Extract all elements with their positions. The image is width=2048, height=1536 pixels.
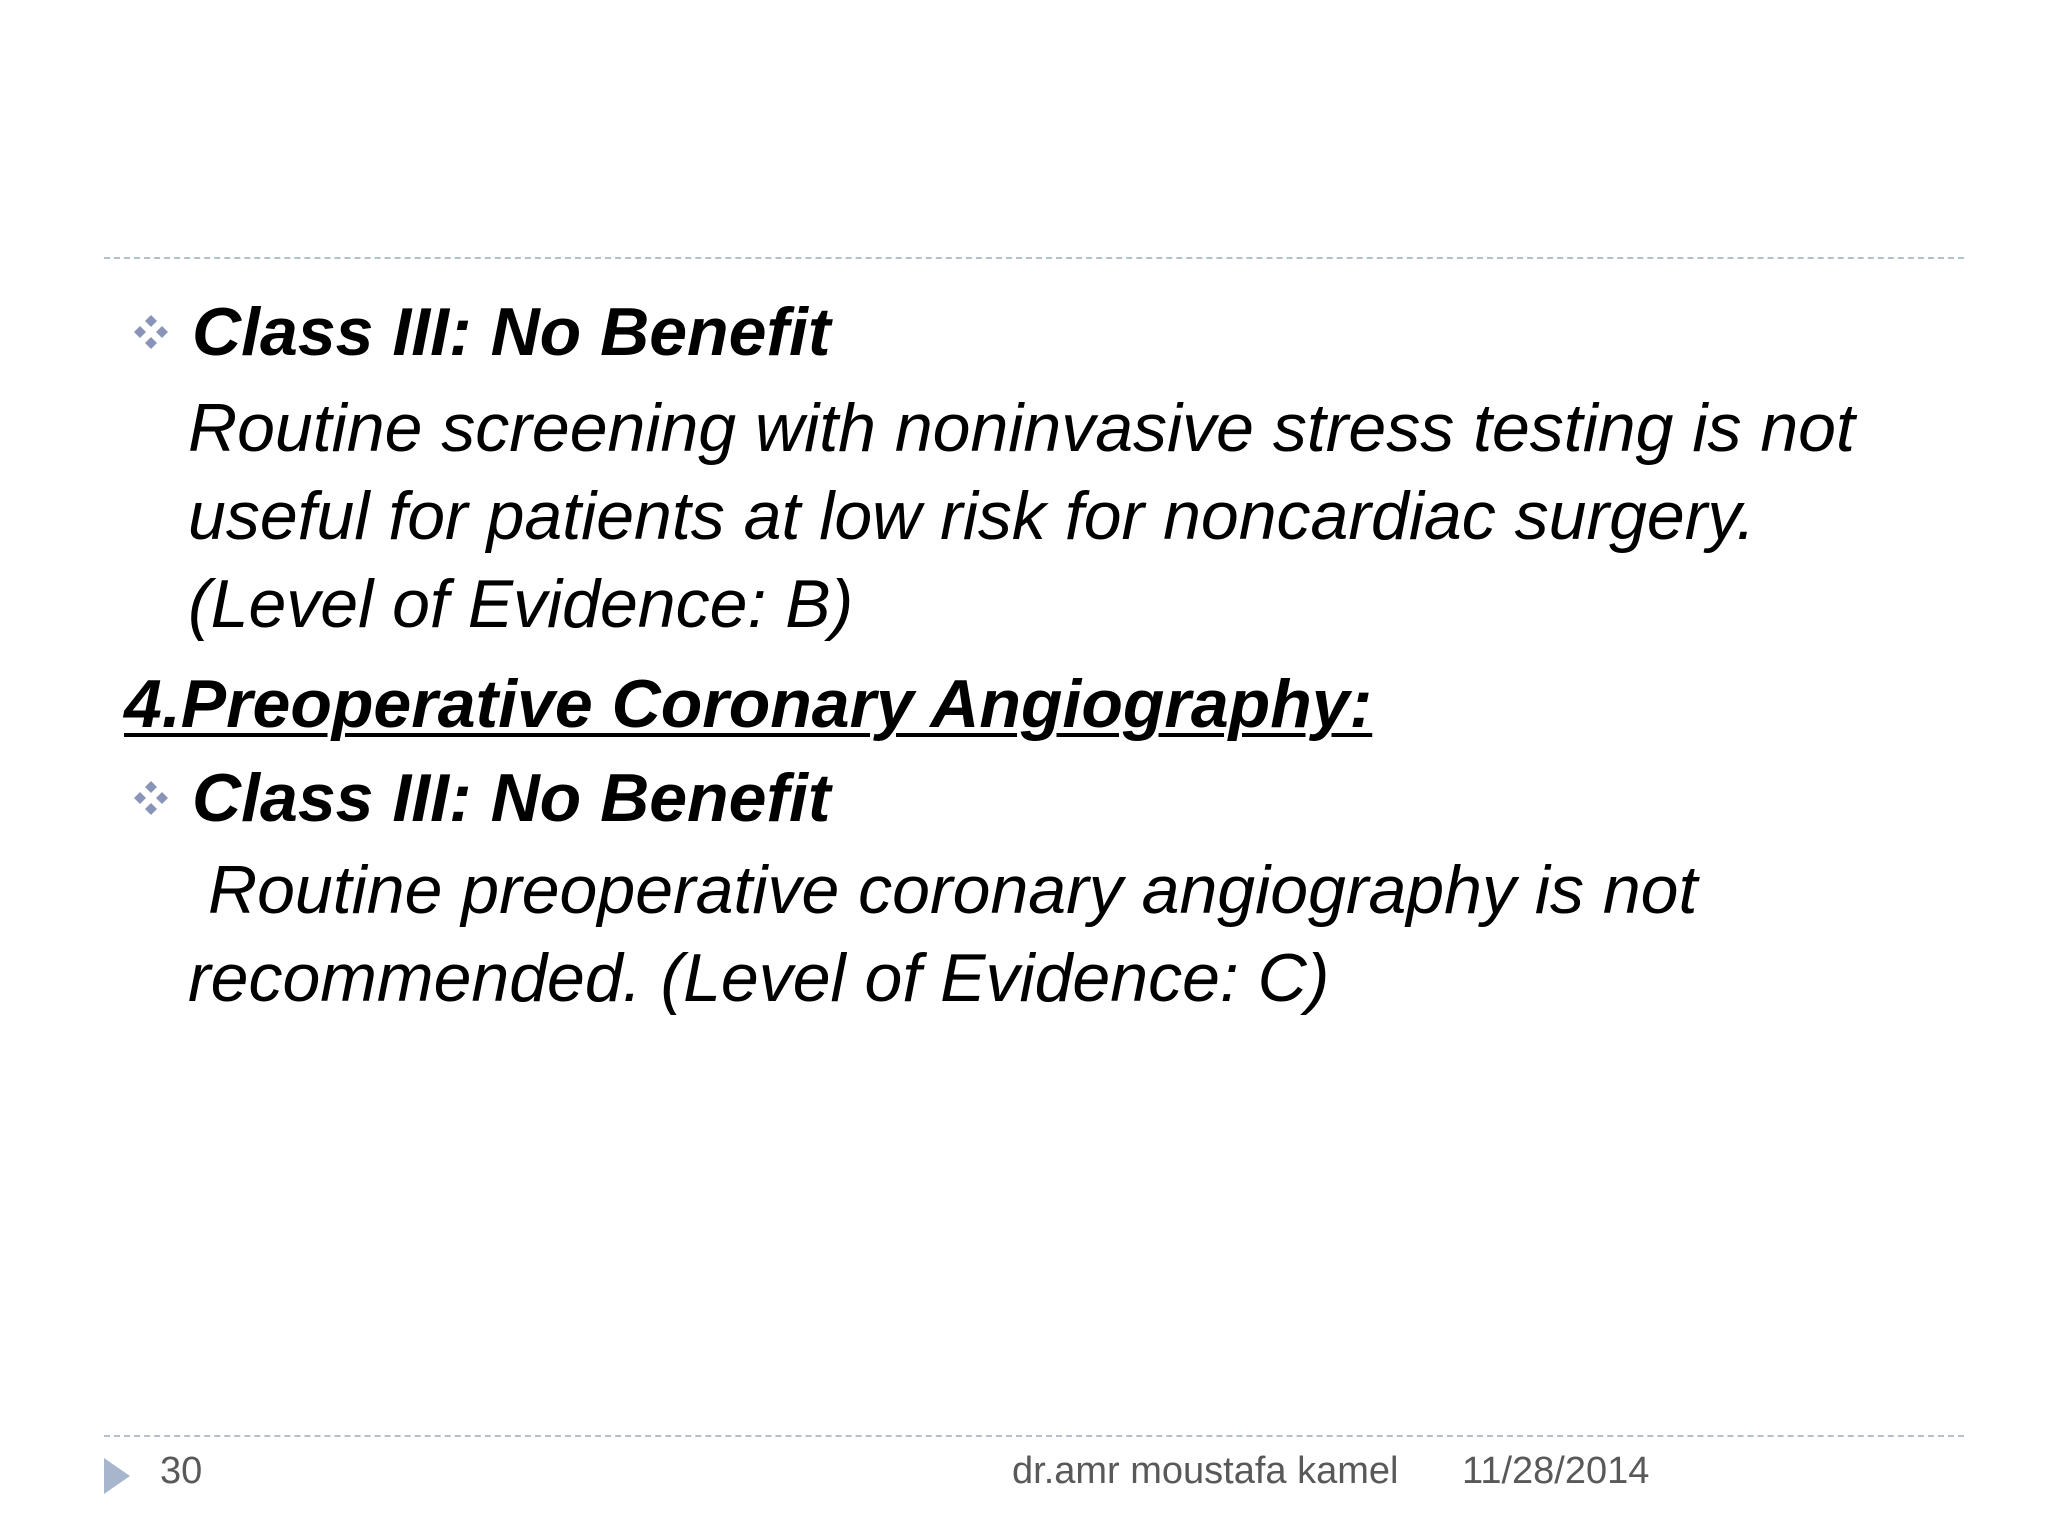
footer-date: 11/28/2014 xyxy=(1462,1450,1650,1492)
diamond-bullet-icon xyxy=(128,309,174,355)
bullet-body-text: Routine screening with noninvasive stress testing is not useful for patients at low risk for noncardiac surgery. (Level of Evidence: B) xyxy=(188,390,1855,642)
footer-author: dr.amr moustafa kamel xyxy=(1012,1450,1399,1492)
bullet-body-text: Routine preoperative coronary angiography is not recommended. (Level of Evidence: C) xyxy=(188,852,1698,1016)
bullet-heading: Class III: No Benefit xyxy=(192,760,831,836)
bullet-heading-row xyxy=(124,286,1944,378)
page-number: 30 xyxy=(160,1450,203,1492)
triangle-play-icon xyxy=(100,1454,134,1498)
slide-content xyxy=(124,286,1944,1022)
bullet-heading: Class III: No Benefit xyxy=(192,294,831,370)
bottom-divider xyxy=(104,1435,1964,1437)
bullet-heading-row xyxy=(124,752,1944,844)
slide-footer xyxy=(0,1440,2048,1510)
diamond-bullet-icon xyxy=(128,775,174,821)
section-heading: 4.Preoperative Coronary Angiography: xyxy=(124,666,1373,742)
top-divider xyxy=(104,257,1964,259)
